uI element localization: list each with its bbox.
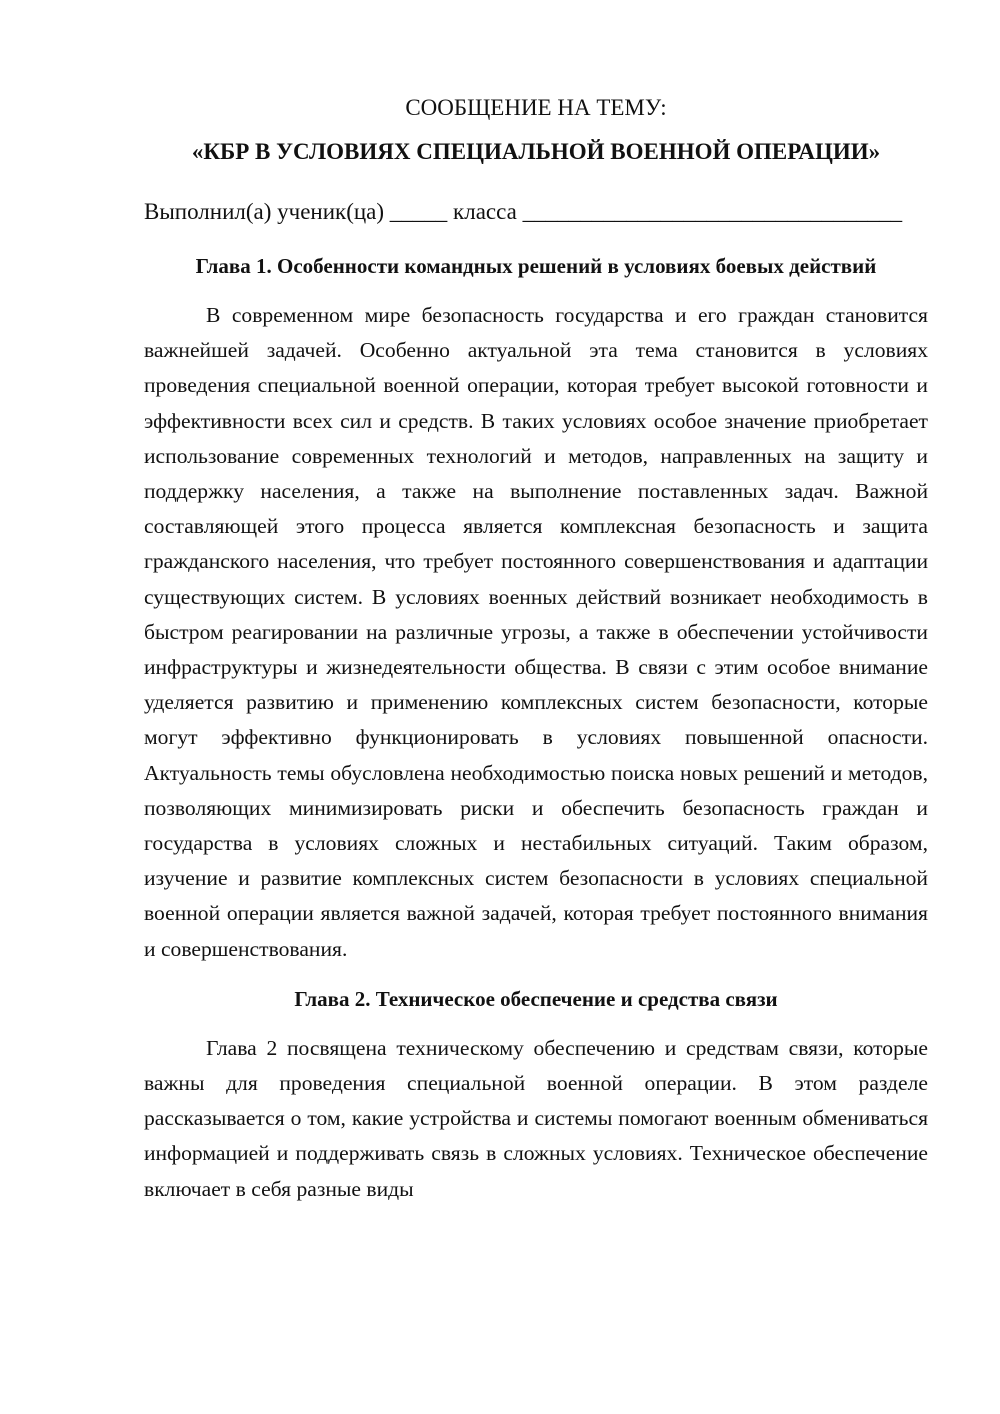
chapter-2-heading: Глава 2. Техническое обеспечение и средства связи (294, 986, 778, 1011)
chapter-2-paragraph: Глава 2 посвящена техническому обеспечению и средствам связи, которые важны для проведения специальной военной операции. В этом разделе рассказывается о том, какие устройства и системы помогают военным обмениваться информацией и поддерживать связь в сложных условиях. Техническое обеспечение включает в себя разные виды (144, 1035, 928, 1201)
author-line: Выполнил(а) ученик(ца) _____ класса _________________________________ (144, 199, 903, 224)
document-page (144, 92, 928, 1207)
document-title: СООБЩЕНИЕ НА ТЕМУ: (405, 95, 667, 120)
chapter-1-heading: Глава 1. Особенности командных решений в условиях боевых действий (195, 254, 877, 278)
document-topic: «КБР В УСЛОВИЯХ СПЕЦИАЛЬНОЙ ВОЕННОЙ ОПЕРАЦИИ» (191, 139, 881, 164)
chapter-1-paragraph: В современном мире безопасность государства и его граждан становится важнейшей задачей. Особенно актуальной эта тема становится в условиях проведения специальной военной операции, которая требует высокой готовности и эффективности всех сил и средств. В таких условиях особое значение приобретает использование современных технологий и методов, направленных на защиту и поддержку населения, а также на выполнение поставленных задач. Важной составляющей этого процесса является комплексная безопасность и защита гражданского населения, что требует постоянного совершенствования и адаптации существующих систем. В условиях военных действий возникает необходимость в быстром реагировании на различные угрозы, а также в обеспечении устойчивости инфраструктуры и жизнедеятельности общества. В связи с этим особое внимание уделяется развитию и применению комплексных систем безопасности, которые могут эффективно функционировать в условиях повышенной опасности. Актуальность темы обусловлена необходимостью поиска новых решений и методов, позволяющих минимизировать риски и обеспечить безопасность граждан и государства в условиях сложных и нестабильных ситуаций. Таким образом, изучение и развитие комплексных систем безопасности в условиях специальной военной операции является важной задачей, которая требует постоянного внимания и совершенствования. (144, 303, 928, 961)
